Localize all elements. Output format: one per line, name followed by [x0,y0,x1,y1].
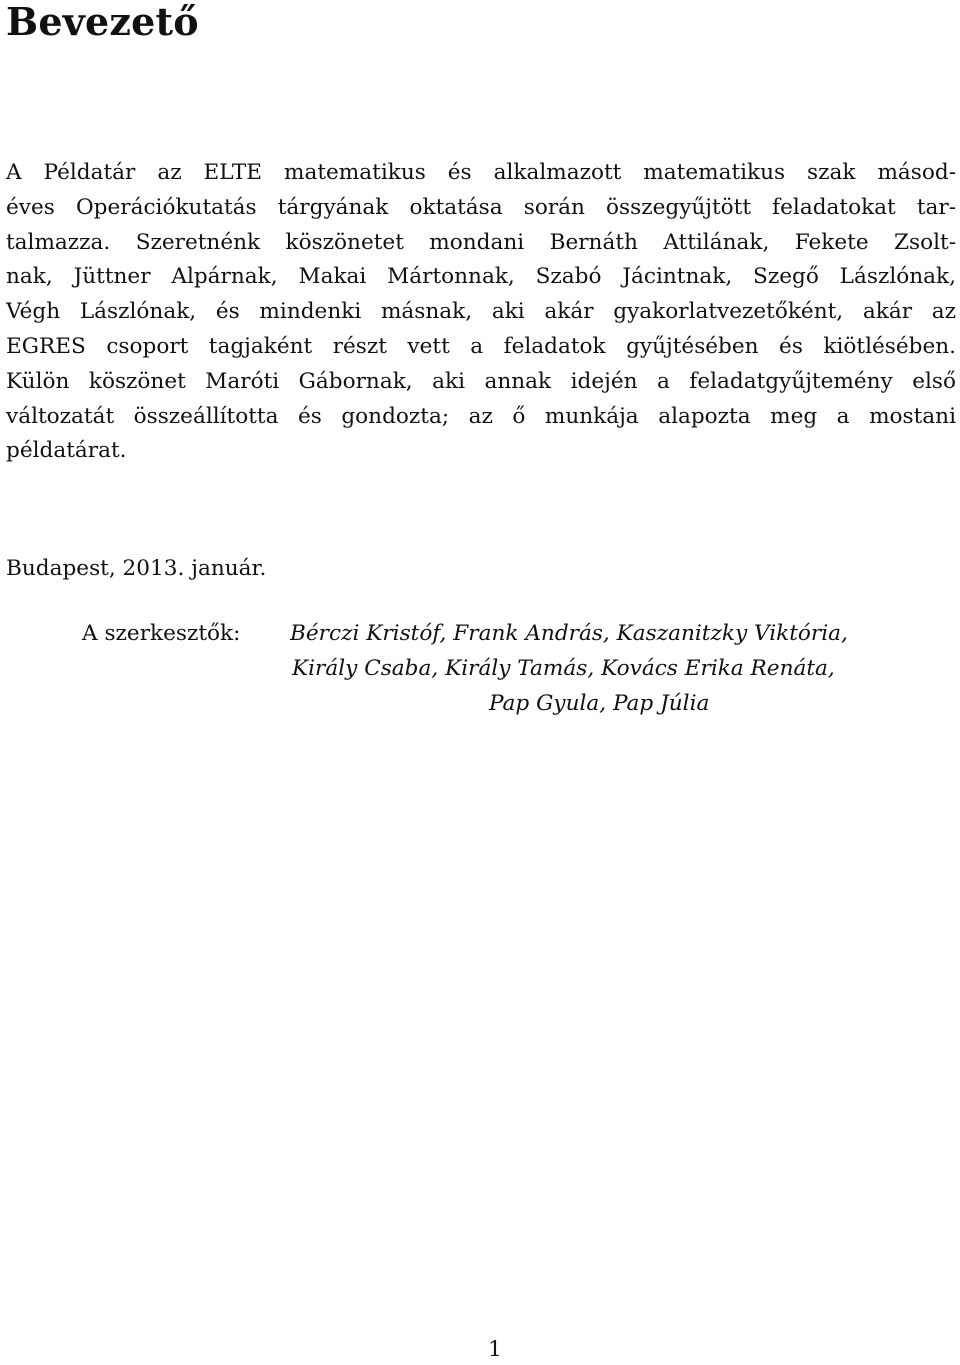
editors-names-line: Bérczi Kristóf, Frank András, Kaszanitzky Viktória, [290,621,848,646]
intro-paragraph [6,156,956,469]
paragraph-line: A Példatár az ELTE matematikus és alkalmazott matematikus szak másod- [6,160,956,185]
paragraph-line: Külön köszönet Maróti Gábornak, aki annak idején a feladatgyűjtemény első [6,368,956,394]
page-title: Bevezető [6,0,199,44]
page-number: 1 [488,1337,502,1362]
paragraph-line: talmazza. Szeretnénk köszönetet mondani Bernáth Attilának, Fekete Zsolt- [6,229,956,255]
paragraph-line: éves Operációkutatás tárgyának oktatása során összegyűjtött feladatokat tar- [6,194,956,220]
paragraph-line: Végh Lászlónak, és mindenki másnak, aki akár gyakorlatvezetőként, akár az [6,299,956,325]
paragraph-line: EGRES csoport tagjaként részt vett a feladatok gyűjtésében és kiötlésében. [6,333,956,359]
editors-names-line: Király Csaba, Király Tamás, Kovács Erika Renáta, [292,656,835,681]
paragraph-line: példatárat. [6,438,127,464]
paragraph-line: változatát összeállította és gondozta; az ő munkája alapozta meg a mostani [6,403,956,429]
place-and-date: Budapest, 2013. január. [6,556,267,581]
editors-names-line: Pap Gyula, Pap Júlia [489,691,710,716]
paragraph-line: nak, Jüttner Alpárnak, Makai Mártonnak, Szabó Jácintnak, Szegő Lászlónak, [6,264,956,290]
editors-label: A szerkesztők: [82,621,241,646]
